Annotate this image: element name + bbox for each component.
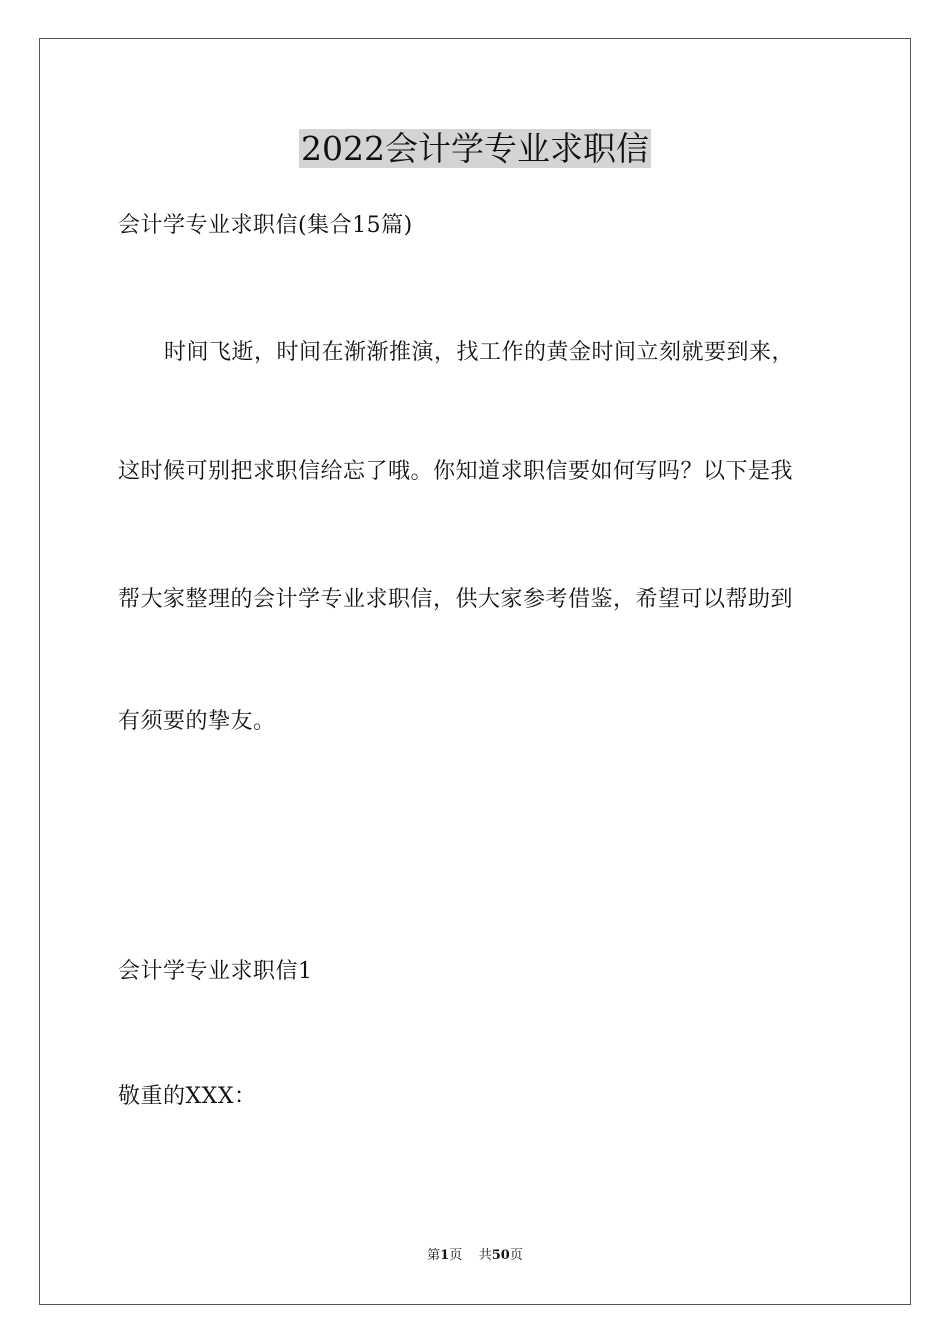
intro-line-1: 时间飞逝，时间在渐渐推演，找工作的黄金时间立刻就要到来， [164, 340, 795, 365]
footer-page-label: 页 [449, 1248, 463, 1263]
page-footer [0, 1247, 950, 1265]
document-subtitle: 会计学专业求职信(集合15篇) [118, 213, 413, 238]
document-title-text: 2022会计学专业求职信 [301, 129, 649, 168]
footer-current-page: 1 [440, 1248, 450, 1263]
salutation: 敬重的XXX： [118, 1084, 257, 1109]
footer-prefix: 第 [427, 1248, 441, 1263]
intro-line-2: 这时候可别把求职信给忘了哦。你知道求职信要如何写吗？以下是我 [118, 459, 794, 484]
section-heading: 会计学专业求职信1 [118, 959, 313, 984]
footer-total-pages: 50 [491, 1248, 510, 1263]
intro-line-3: 帮大家整理的会计学专业求职信，供大家参考借鉴，希望可以帮助到 [118, 587, 794, 612]
intro-line-4: 有须要的挚友。 [118, 709, 276, 734]
footer-total-label: 页 [509, 1248, 523, 1263]
document-title [0, 126, 950, 172]
footer-total-prefix: 共 [478, 1248, 492, 1263]
